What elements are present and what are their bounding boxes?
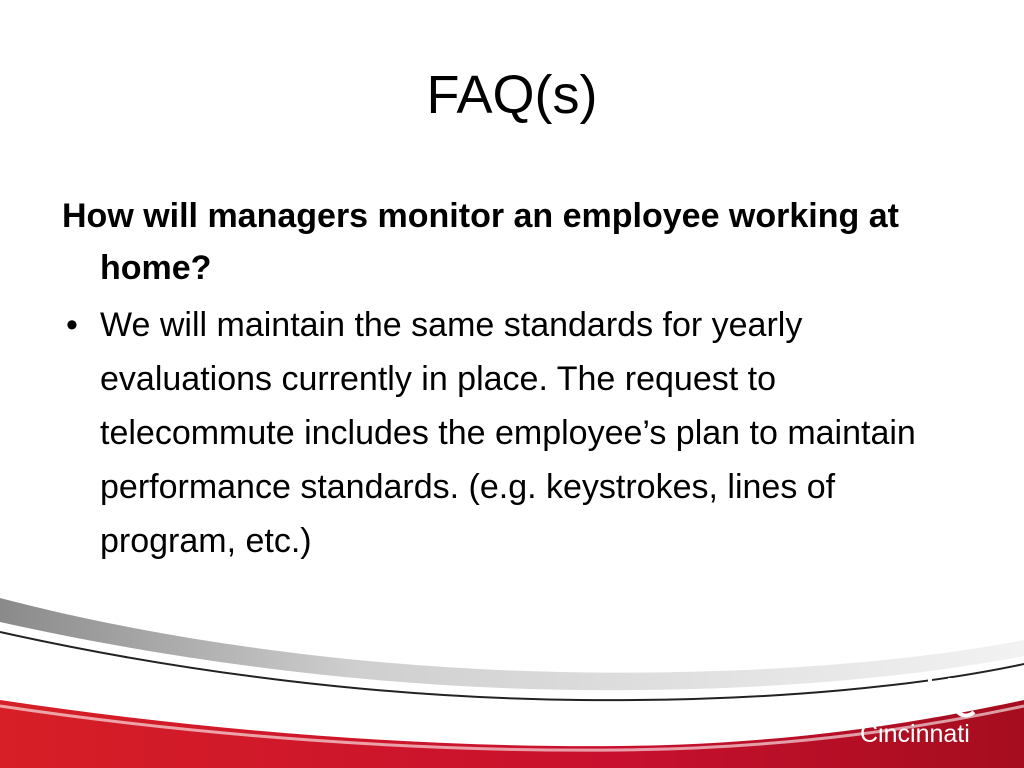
- slide-title: FAQ(s): [426, 65, 598, 125]
- faq-answer-text: We will maintain the same standards for yearly evaluations currently in place. The request to telecommute includes the employee’s plan to maintain performance standards. (e.g. keystrokes, lines of program, etc.): [100, 306, 916, 560]
- logo-university-line: UNIVERSITY OF: [838, 706, 924, 718]
- faq-question: How will managers monitor an employee working at home?: [62, 197, 899, 287]
- university-logo: [838, 676, 998, 752]
- bullet-icon: •: [66, 306, 78, 344]
- logo-city-name: Cincinnati: [860, 720, 970, 748]
- faq-answer-item: [62, 298, 962, 568]
- slide-body: [62, 190, 962, 568]
- uc-monogram-icon: [924, 676, 980, 720]
